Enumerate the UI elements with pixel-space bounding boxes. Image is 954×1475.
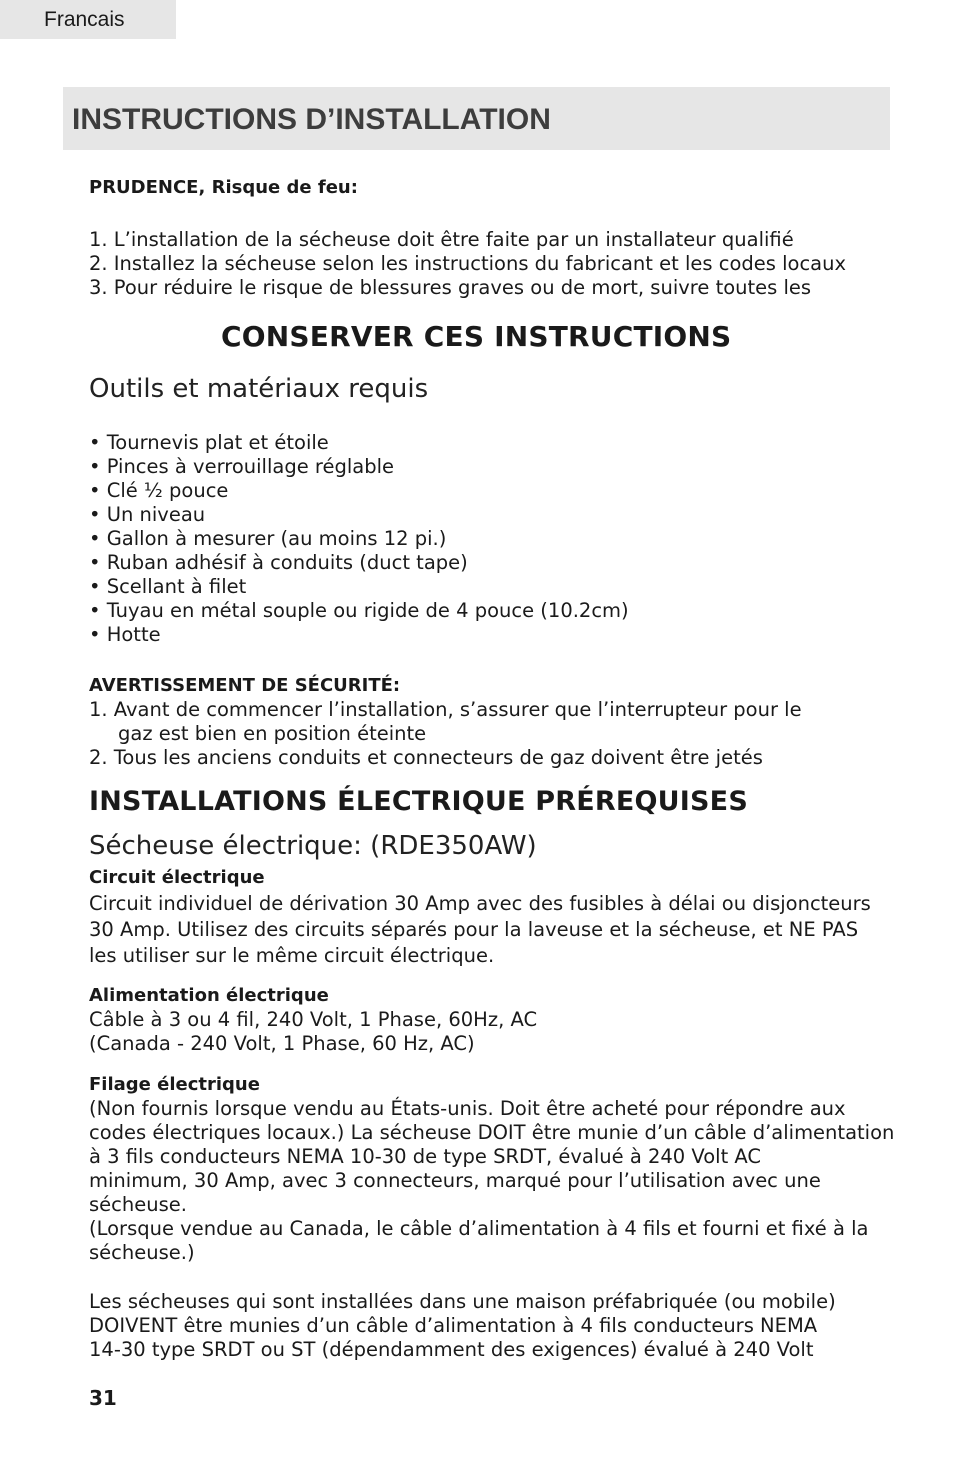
header-banner — [63, 87, 890, 150]
list-item: • Tuyau en métal souple ou rigide de 4 pouce (10.2cm) — [89, 599, 629, 622]
list-item: 2. Tous les anciens conduits et connecteurs de gaz doivent être jetés — [89, 746, 763, 769]
text-line: sécheuse. — [89, 1193, 187, 1216]
tools-heading: Outils et matériaux requis — [89, 374, 429, 404]
mobile-home-text — [89, 1290, 836, 1362]
dryer-subheading: Sécheuse électrique: (RDE350AW) — [89, 831, 537, 861]
list-item: • Scellant à filet — [89, 575, 247, 598]
save-instructions-heading: CONSERVER CES INSTRUCTIONS — [221, 320, 732, 353]
text-line: Les sécheuses qui sont installées dans une maison préfabriquée (ou mobile) — [89, 1290, 836, 1313]
text-line: (Canada - 240 Volt, 1 Phase, 60 Hz, AC) — [89, 1032, 475, 1055]
text-line: 14-30 type SRDT ou ST (dépendamment des exigences) évalué à 240 Volt — [89, 1338, 814, 1361]
tools-list — [89, 431, 629, 647]
safety-label: AVERTISSEMENT DE SÉCURITÉ: — [89, 675, 401, 696]
caution-list — [89, 228, 846, 300]
language-tab: Francais — [0, 0, 176, 39]
text-line: sécheuse.) — [89, 1241, 195, 1264]
list-item: 3. Pour réduire le risque de blessures graves ou de mort, suivre toutes les — [89, 276, 812, 299]
safety-list — [89, 698, 802, 770]
list-item: gaz est bien en position éteinte — [118, 722, 427, 745]
list-item: • Clé ½ pouce — [89, 479, 229, 502]
text-line: Circuit individuel de dérivation 30 Amp avec des fusibles à délai ou disjoncteurs — [89, 892, 871, 915]
text-line: (Lorsque vendue au Canada, le câble d’alimentation à 4 fils et fourni et fixé à la — [89, 1217, 869, 1240]
page-number: 31 — [89, 1386, 117, 1410]
electrical-heading: INSTALLATIONS ÉLECTRIQUE PRÉREQUISES — [89, 786, 748, 817]
list-item: • Gallon à mesurer (au moins 12 pi.) — [89, 527, 447, 550]
text-line: (Non fournis lorsque vendu au États-unis. Doit être acheté pour répondre aux — [89, 1097, 846, 1120]
list-item: 1. L’installation de la sécheuse doit être faite par un installateur qualifié — [89, 228, 794, 251]
list-item: • Un niveau — [89, 503, 206, 526]
power-label: Alimentation électrique — [89, 985, 329, 1006]
power-text — [89, 1008, 537, 1056]
list-item: • Pinces à verrouillage réglable — [89, 455, 395, 478]
list-item: • Tournevis plat et étoile — [89, 431, 329, 454]
circuit-label: Circuit électrique — [89, 867, 265, 888]
circuit-text — [89, 891, 871, 969]
page-title: INSTRUCTIONS D’INSTALLATION — [72, 103, 551, 136]
list-item: • Hotte — [89, 623, 161, 646]
list-item: 2. Installez la sécheuse selon les instructions du fabricant et les codes locaux — [89, 252, 847, 275]
text-line: les utiliser sur le même circuit électrique. — [89, 944, 495, 967]
text-line: à 3 fils conducteurs NEMA 10-30 de type SRDT, évalué à 240 Volt AC — [89, 1145, 762, 1168]
text-line: codes électriques locaux.) La sécheuse DOIT être munie d’un câble d’alimentation — [89, 1121, 895, 1144]
text-line: minimum, 30 Amp, avec 3 connecteurs, marqué pour l’utilisation avec une — [89, 1169, 821, 1192]
wiring-label: Filage électrique — [89, 1074, 260, 1095]
wiring-text — [89, 1097, 894, 1265]
caution-label: PRUDENCE, Risque de feu: — [89, 177, 358, 198]
text-line: 30 Amp. Utilisez des circuits séparés pour la laveuse et la sécheuse, et NE PAS — [89, 918, 859, 941]
list-item: 1. Avant de commencer l’installation, s’assurer que l’interrupteur pour le — [89, 698, 802, 721]
text-line: DOIVENT être munies d’un câble d’alimentation à 4 fils conducteurs NEMA — [89, 1314, 818, 1337]
text-line: Câble à 3 ou 4 fil, 240 Volt, 1 Phase, 60Hz, AC — [89, 1008, 538, 1031]
list-item: • Ruban adhésif à conduits (duct tape) — [89, 551, 468, 574]
